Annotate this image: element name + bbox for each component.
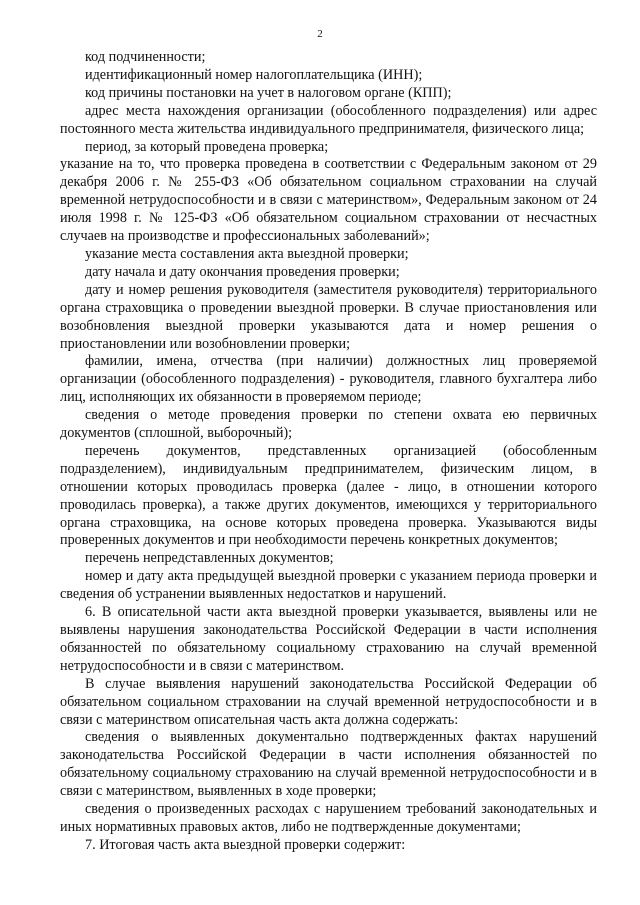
paragraph: 6. В описательной части акта выездной проверки указывается, выявлены или не выявлены нарушения законодательства Российской Федерации в части исполнения обязанностей по обязательному социальному страхованию на случай временной нетрудоспособности и в связи с материнством. xyxy=(60,604,597,674)
paragraph: указание на то, что проверка проведена в соответствии с Федеральным законом от 29 декабря 2006 г. № 255-ФЗ «Об обязательном социальном страховании на случай временной нетрудоспособности и в связи с материнством», Федеральным законом от 24 июля 1998 г. № 125-ФЗ «Об обязательном социальном страховании от несчастных случаев на производстве и профессиональных заболеваний»; xyxy=(60,156,597,245)
paragraph: дату и номер решения руководителя (заместителя руководителя) территориального органа страховщика о проведении выездной проверки. В случае приостановления или возобновления выездной проверки указываются дата и номер решения о приостановлении или возобновлении проверки; xyxy=(60,281,597,352)
paragraph: сведения о методе проведения проверки по степени охвата ею первичных документов (сплошной, выборочный); xyxy=(60,407,597,442)
paragraph: номер и дату акта предыдущей выездной проверки с указанием периода проверки и сведения об устранении выявленных недостатков и нарушений. xyxy=(60,568,597,603)
paragraph: идентификационный номер налогоплательщика (ИНН); xyxy=(85,66,423,83)
paragraph: перечень непредставленных документов; xyxy=(85,550,334,567)
paragraph: указание места составления акта выездной проверки; xyxy=(85,245,409,262)
document-body xyxy=(60,49,597,855)
paragraph: сведения о выявленных документально подтвержденных фактах нарушений законодательства Российской Федерации в части исполнения обязанностей по обязательному социальному страхованию на случай временной нетрудоспособности и в связи с материнством, выявленных в ходе проверки; xyxy=(60,729,597,800)
paragraph: фамилии, имена, отчества (при наличии) должностных лиц проверяемой организации (обособленного подразделения) - руководителя, главного бухгалтера либо лиц, исполняющих их обязанности в проверяемом периоде; xyxy=(60,353,597,406)
paragraph: дату начала и дату окончания проведения проверки; xyxy=(85,263,400,280)
page-number: 2 xyxy=(317,28,323,40)
paragraph: перечень документов, представленных организацией (обособленным подразделением), индивидуальным предпринимателем, физическим лицом, в отношении которых проводилась проверка (далее - лицо, в отношении которого проводилась проверка), а также других документов, имеющихся у территориального органа страховщика, на основе которых проведена проверка. Указываются виды проверенных документов и при необходимости перечень конкретных документов; xyxy=(60,442,597,549)
paragraph: сведения о произведенных расходах с нарушением требований законодательных и иных нормативных правовых актов, либо не подтвержденные документами; xyxy=(60,801,597,835)
paragraph: код причины постановки на учет в налоговом органе (КПП); xyxy=(85,84,452,101)
paragraph: 7. Итоговая часть акта выездной проверки содержит: xyxy=(85,836,406,853)
paragraph: В случае выявления нарушений законодательства Российской Федерации об обязательном социальном страховании на случай временной нетрудоспособности и в связи с материнством описательная часть акта должна содержать: xyxy=(60,675,597,728)
paragraph: адрес места нахождения организации (обособленного подразделения) или адрес постоянного места жительства индивидуального предпринимателя, физического лица; xyxy=(60,102,597,137)
paragraph: период, за который проведена проверка; xyxy=(85,138,329,155)
paragraph: код подчиненности; xyxy=(85,49,206,65)
